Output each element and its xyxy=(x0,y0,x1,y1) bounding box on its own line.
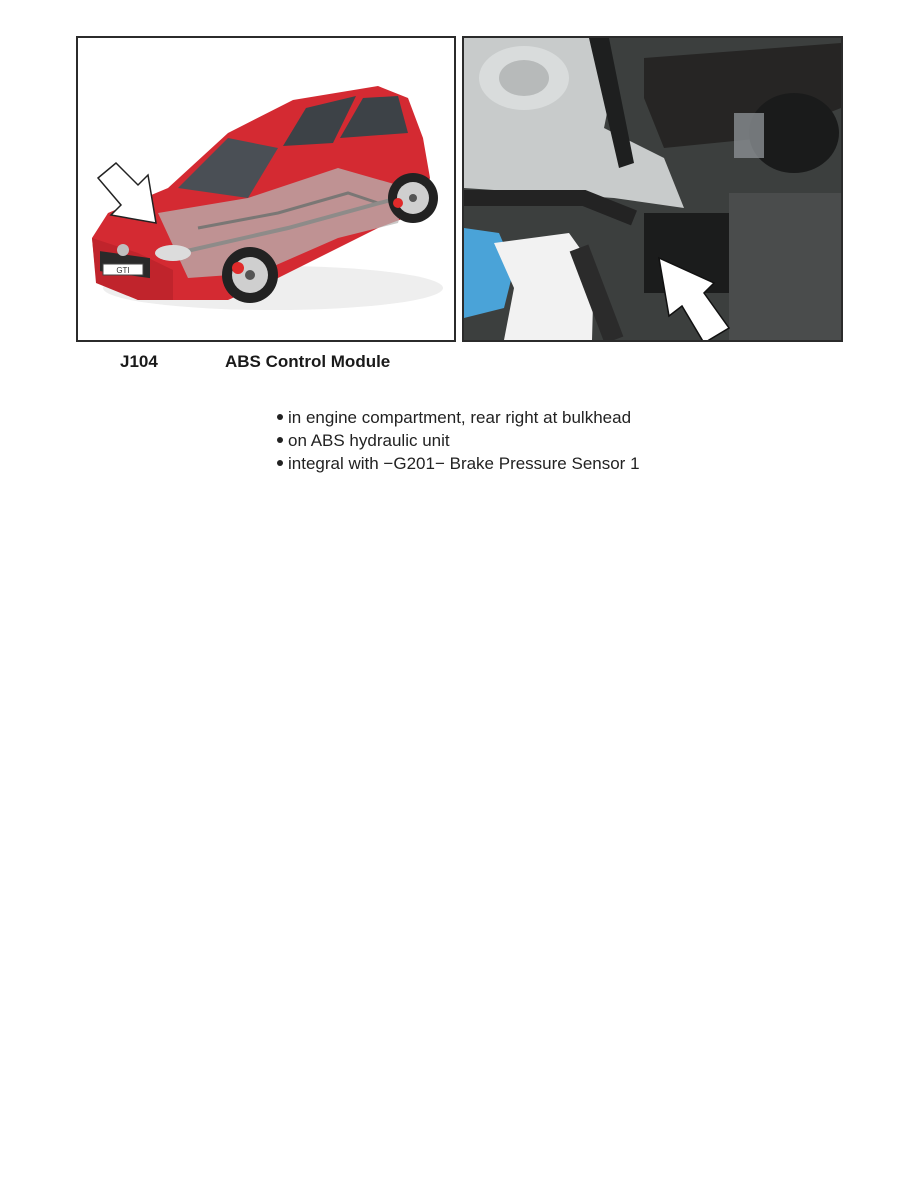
list-item-text: on ABS hydraulic unit xyxy=(288,431,450,450)
bullet-icon xyxy=(277,414,283,420)
engine-bay-photo xyxy=(462,36,843,342)
location-arrow-icon xyxy=(654,253,729,342)
bullet-icon xyxy=(277,437,283,443)
list-item-text: integral with −G201− Brake Pressure Sensor 1 xyxy=(288,454,640,473)
list-item-text: in engine compartment, rear right at bulkhead xyxy=(288,408,632,427)
location-arrow-icon xyxy=(98,163,158,223)
svg-text:GTI: GTI xyxy=(116,266,130,275)
engine-bay-image xyxy=(464,38,841,340)
list-item xyxy=(275,429,640,452)
component-name: ABS Control Module xyxy=(225,352,391,371)
list-item xyxy=(275,452,640,475)
bullet-icon xyxy=(277,460,283,466)
location-notes-list xyxy=(275,406,640,475)
component-code: J104 xyxy=(120,352,158,371)
car-location-illustration xyxy=(76,36,456,342)
list-item xyxy=(275,406,640,429)
